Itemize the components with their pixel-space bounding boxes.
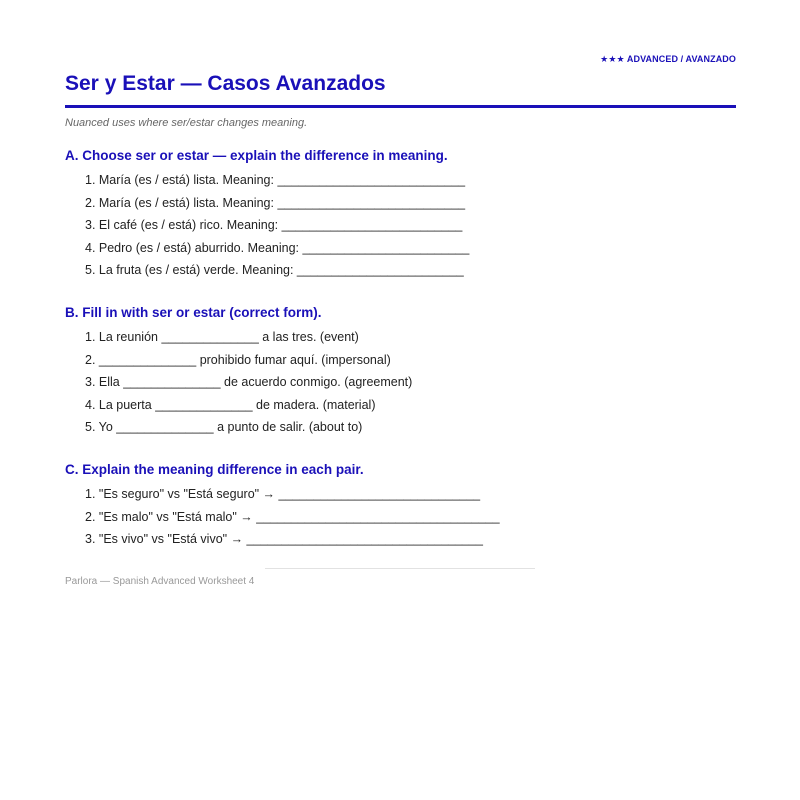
section-c-items (85, 483, 745, 551)
title-divider (65, 105, 736, 108)
section-b (65, 304, 745, 439)
footer-divider (265, 568, 535, 569)
exercise-item: 5. La fruta (es / está) verde. Meaning: ________________________ (85, 263, 464, 277)
section-b-heading: B. Fill in with ser or estar (correct form). (65, 305, 322, 320)
exercise-item: 4. Pedro (es / está) aburrido. Meaning: ________________________ (85, 240, 470, 255)
exercise-item: 1. María (es / está) lista. Meaning: ___________________________ (85, 173, 466, 187)
page-subtitle: Nuanced uses where ser/estar changes meaning. (65, 117, 308, 129)
section-c (65, 461, 745, 551)
exercise-item: 4. La puerta ______________ de madera. (material) (85, 397, 376, 412)
exercise-item: 3. "Es vivo" vs "Está vivo" → __________________________________ (85, 532, 483, 546)
exercise-item: 3. Ella ______________ de acuerdo conmigo. (agreement) (85, 375, 413, 389)
exercise-item: 2. "Es malo" vs "Está malo" → ___________________________________ (85, 509, 500, 524)
footer-text: Parlora — Spanish Advanced Worksheet 4 (65, 576, 255, 587)
exercise-item: 3. El café (es / está) rico. Meaning: __________________________ (85, 218, 463, 232)
section-b-items (85, 326, 745, 439)
section-a (65, 147, 745, 282)
level-badge: ★★★ ADVANCED / AVANZADO (600, 54, 736, 64)
section-a-heading: A. Choose ser or estar — explain the difference in meaning. (65, 148, 448, 163)
exercise-item: 2. ______________ prohibido fumar aquí. (impersonal) (85, 352, 391, 367)
page-title: Ser y Estar — Casos Avanzados (65, 72, 386, 95)
section-a-items (85, 169, 745, 282)
exercise-item: 5. Yo ______________ a punto de salir. (about to) (85, 420, 363, 434)
exercise-item: 1. "Es seguro" vs "Está seguro" → _____________________________ (85, 487, 481, 501)
exercise-item: 2. María (es / está) lista. Meaning: ___________________________ (85, 195, 466, 210)
section-c-heading: C. Explain the meaning difference in each pair. (65, 462, 364, 477)
exercise-item: 1. La reunión ______________ a las tres. (event) (85, 330, 359, 344)
